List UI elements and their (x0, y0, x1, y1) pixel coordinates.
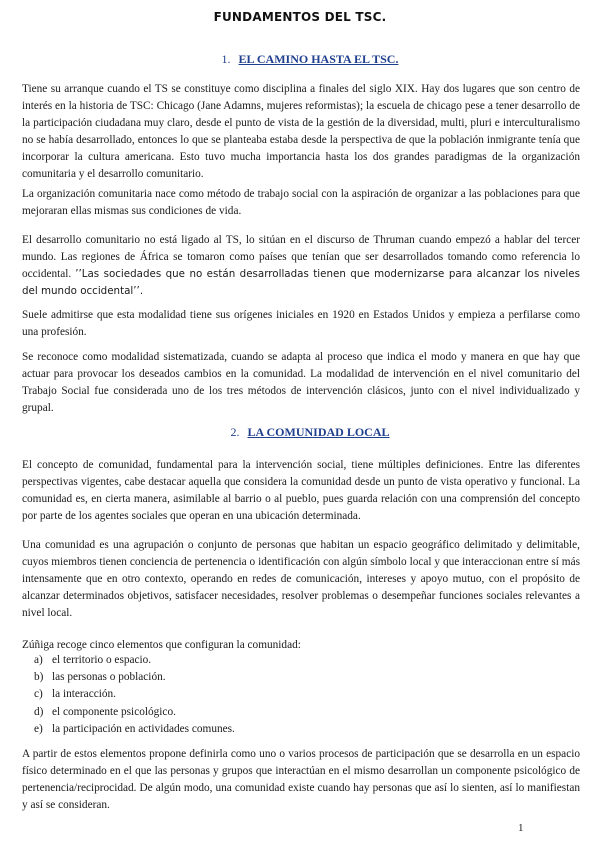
list-text: la participación en actividades comunes. (52, 722, 235, 735)
paragraph: Suele admitirse que esta modalidad tiene sus orígenes iniciales en 1920 en Estados Unidos y empieza a perfilarse como una profesión. (22, 309, 580, 339)
list-item (34, 704, 235, 721)
document-title: FUNDAMENTOS DEL TSC. (213, 10, 387, 24)
paragraph: El concepto de comunidad, fundamental para la intervención social, tiene múltiples definiciones. Entre las diferentes perspectivas vigentes, cabe destacar aquella que considera la comunidad desde un punto de vista operativo y funcional. La comunidad es, en cierta manera, asimilable al barrio o al pueblo, pues guarda relación con una comprensión del concepto por parte de los agentes sociales que operan en una ubicación determinada. (22, 459, 580, 523)
list-label: c) (34, 688, 43, 701)
page-number: 1 (518, 822, 524, 834)
quotation: ’’Las sociedades que no están desarrolladas tienen que modernizarse para alcanzar los niveles del mundo occidental’’. (22, 268, 580, 298)
list-item (34, 686, 235, 703)
paragraph: A partir de estos elementos propone definirla como uno o varios procesos de participación que se desarrolla en un espacio físico determinado en el que las personas y grupos que interactúan en el mismo desarrollan un componente psicológico de pertenencia/reciprocidad. De algún modo, una comunidad existe cuando hay personas que así lo sienten, así lo manifiestan y así se consideran. (22, 748, 580, 812)
list-text: la interacción. (52, 688, 116, 701)
section-number: 2. (230, 425, 240, 439)
list-item (34, 721, 235, 738)
list-label: d) (34, 705, 44, 718)
elements-list (34, 652, 235, 738)
section-title: LA COMUNIDAD LOCAL (247, 425, 390, 439)
list-text: las personas o población. (52, 671, 166, 684)
list-text: el componente psicológico. (52, 705, 176, 718)
paragraph: Una comunidad es una agrupación o conjunto de personas que habitan un espacio geográfico delimitado y delimitable, cuyos miembros tienen conciencia de pertenencia o identificación con algún símbolo local y que interaccionan entre sí más intensamente que en otro contexto, operando en redes de comunicación, intereses y apoyo mutuo, con el propósito de alcanzar determinados objetivos, satisfacer necesidades, resolver problemas o desempeñar funciones sociales relevantes a nivel local. (22, 539, 580, 620)
list-label: a) (34, 654, 43, 666)
list-item (34, 669, 235, 686)
list-item (34, 652, 235, 669)
section-title: EL CAMINO HASTA EL TSC. (238, 52, 399, 66)
list-text: el territorio o espacio. (52, 654, 152, 666)
list-label: e) (34, 722, 43, 735)
section-number: 1. (221, 52, 231, 66)
paragraph: Tiene su arranque cuando el TS se constituye como disciplina a finales del siglo XIX. Hay dos lugares que son centro de interés en la historia de TSC: Chicago (Jane Adamns, mujeres reformistas); la escuela de chicago pese a tener desarrollo de la participación ciudadana muy claro, desde el punto de vista de la gestión de la diversidad, multi, pluri e interculturalismo no se había desarrollado, entonces lo que se planteaba estaba desde la perspectiva de que la población inmigrante tenía que incorporar la cultura americana. Esto tuvo mucha importancia hasta los dos grandes paradigmas de la organización comunitaria y el desarrollo comunitario. (22, 83, 580, 181)
paragraph: Zúñiga recoge cinco elementos que configuran la comunidad: (22, 639, 301, 651)
paragraph: Se reconoce como modalidad sistematizada, cuando se adapta al proceso que indica el modo y manera en que hay que actuar para provocar los deseados cambios en la comunidad. La modalidad de intervención en el nivel comunitario del Trabajo Social fue considerada uno de los tres métodos de intervención clásicos, junto con el nivel individualizado y grupal. (22, 351, 580, 415)
list-label: b) (34, 671, 44, 684)
section-heading-2 (10, 425, 600, 440)
paragraph: La organización comunitaria nace como método de trabajo social con la aspiración de organizar a las poblaciones para que mejoraran ellas mismas sus condiciones de vida. (22, 188, 580, 218)
paragraph (22, 232, 580, 300)
section-heading-1 (10, 52, 600, 67)
paragraph-text: El desarrollo comunitario no está ligado al TS, lo sitúan en el discurso de Thruman cuando empezó a hablar del tercer mundo. Las regiones de África se tomaron como países que tenían que ser desarrollados tomando como referencia lo occidental. (22, 234, 580, 281)
